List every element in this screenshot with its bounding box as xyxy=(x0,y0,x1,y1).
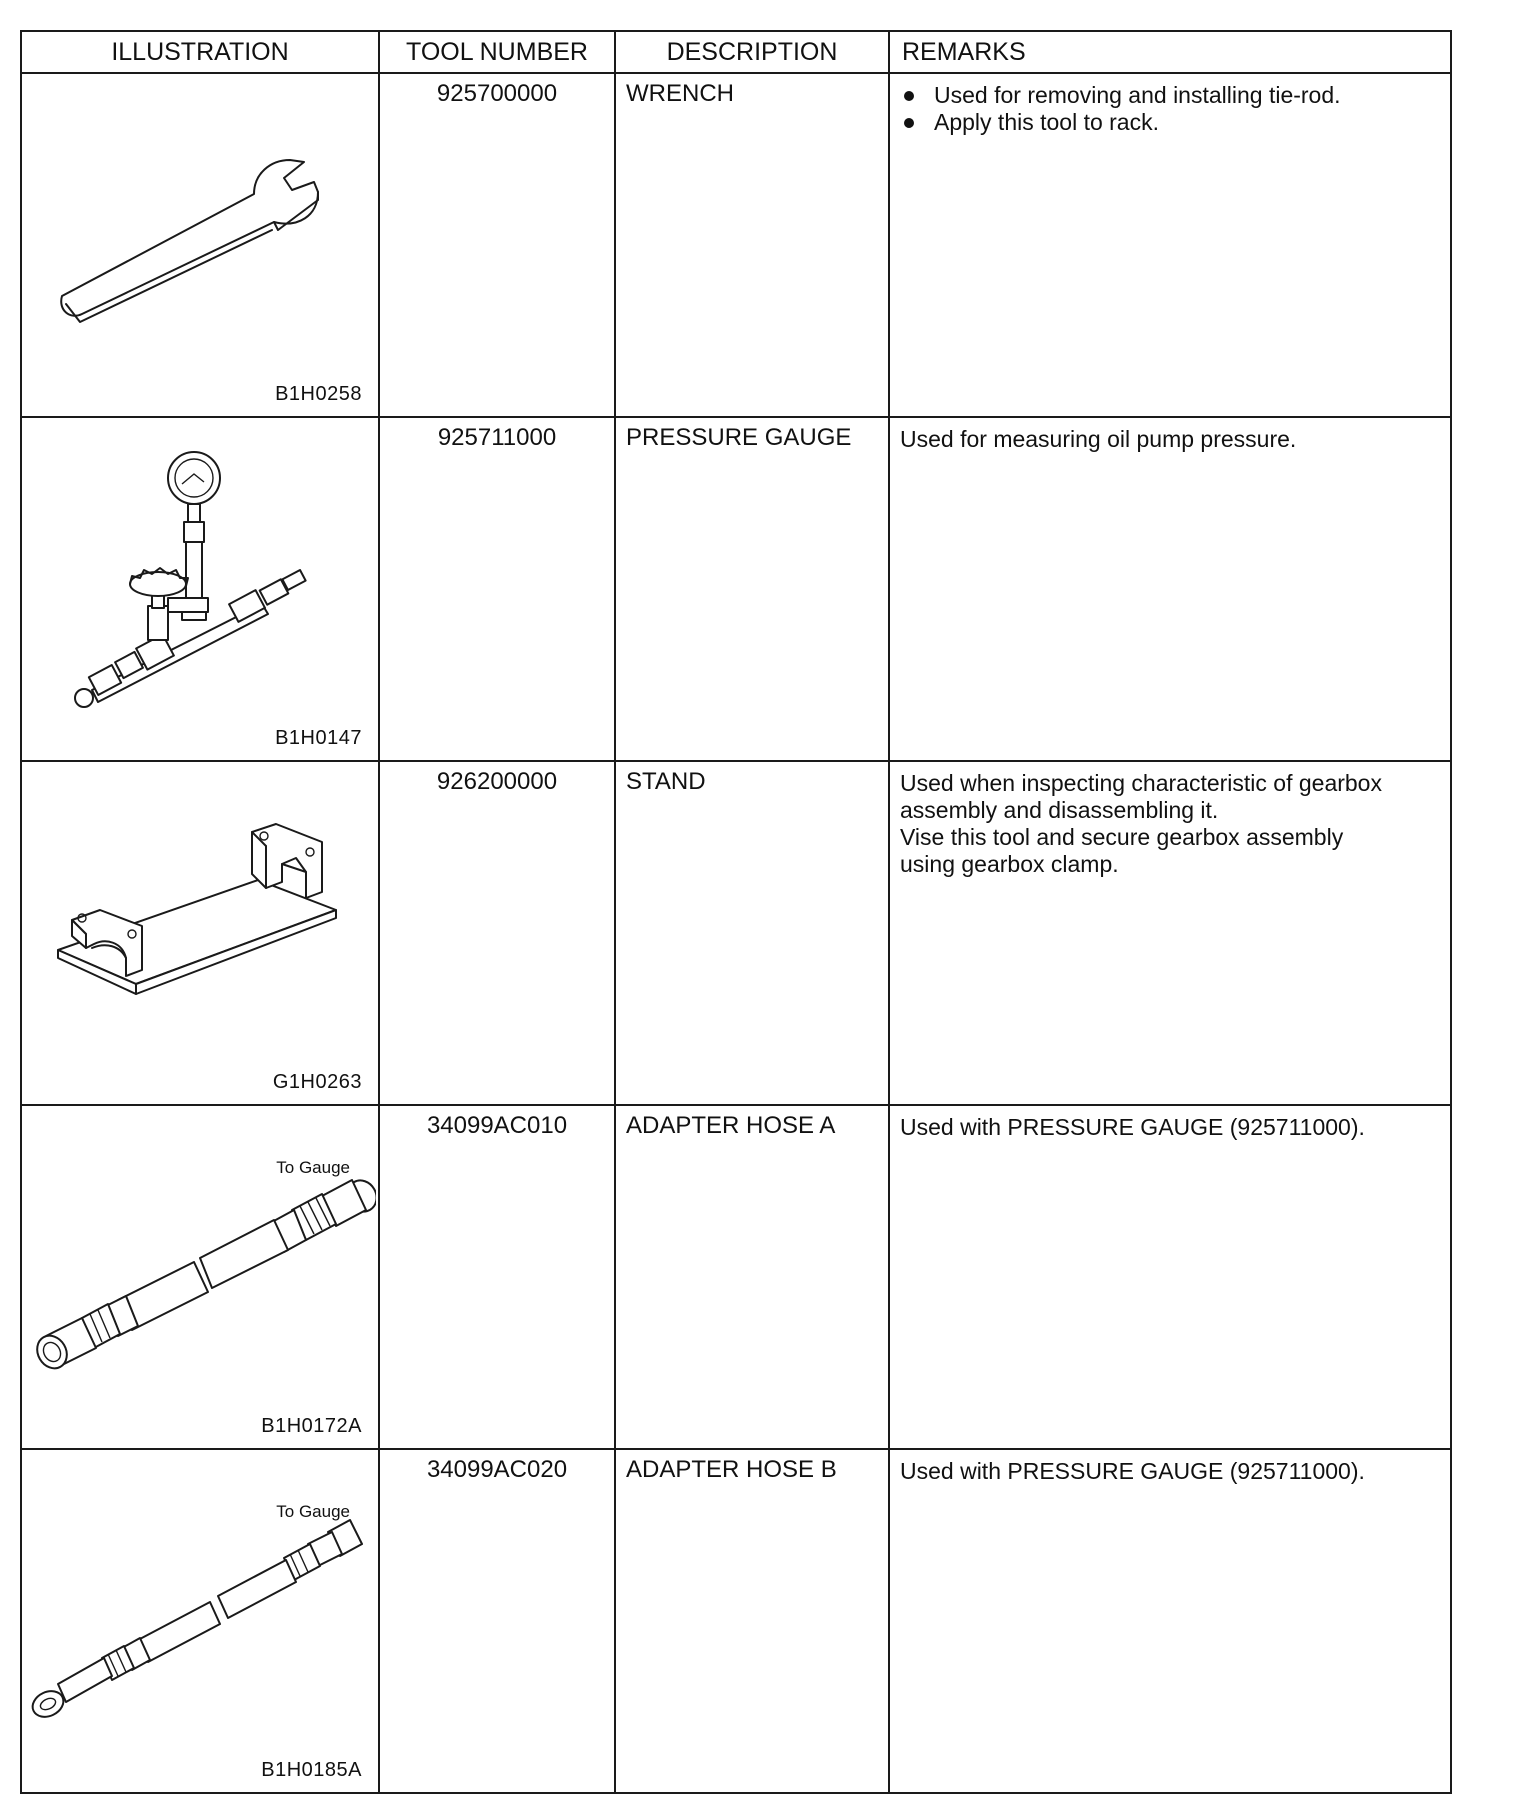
tool-remarks xyxy=(889,73,1451,417)
remark-line: Used when inspecting characteristic of gearbox xyxy=(900,770,1382,796)
header-tool-number: TOOL NUMBER xyxy=(379,31,615,73)
adapter-hose-a-icon xyxy=(22,1106,376,1440)
illustration-cell xyxy=(21,761,379,1105)
illustration-cell xyxy=(21,1105,379,1449)
table-row xyxy=(21,1105,1451,1449)
tool-number: 925711000 xyxy=(379,417,615,761)
remark-line: assembly and disassembling it. xyxy=(900,797,1219,823)
table-row xyxy=(21,761,1451,1105)
tool-description: STAND xyxy=(615,761,889,1105)
tool-number: 926200000 xyxy=(379,761,615,1105)
figure-code: B1H0258 xyxy=(275,383,362,405)
illustration-cell xyxy=(21,73,379,417)
figure-code: B1H0147 xyxy=(275,727,362,749)
remark-line: using gearbox clamp. xyxy=(900,851,1119,877)
header-illustration: ILLUSTRATION xyxy=(21,31,379,73)
header-remarks: REMARKS xyxy=(889,31,1451,73)
table-row xyxy=(21,417,1451,761)
tool-number: 925700000 xyxy=(379,73,615,417)
wrench-icon xyxy=(22,74,376,408)
remark-line: Used for measuring oil pump pressure. xyxy=(900,426,1297,452)
illustration-cell xyxy=(21,417,379,761)
special-tools-table xyxy=(20,30,1452,1794)
figure-code: B1H0185A xyxy=(261,1759,362,1781)
tool-description: WRENCH xyxy=(615,73,889,417)
table-row xyxy=(21,73,1451,417)
pressure-gauge-icon xyxy=(22,418,376,752)
to-gauge-label: To Gauge xyxy=(276,1158,350,1177)
figure-code: G1H0263 xyxy=(272,1071,362,1093)
adapter-hose-b-icon xyxy=(22,1450,376,1784)
header-description: DESCRIPTION xyxy=(615,31,889,73)
remark-line: Used with PRESSURE GAUGE (925711000). xyxy=(900,1114,1365,1140)
remark-item: Used for removing and installing tie-rod. xyxy=(900,82,1440,109)
remark-item: Apply this tool to rack. xyxy=(900,109,1440,136)
tool-number: 34099AC020 xyxy=(379,1449,615,1793)
to-gauge-label: To Gauge xyxy=(276,1502,350,1521)
tool-remarks xyxy=(889,1105,1451,1449)
table-row xyxy=(21,1449,1451,1793)
stand-icon xyxy=(22,762,376,1096)
figure-code: B1H0172A xyxy=(261,1415,362,1437)
tool-number: 34099AC010 xyxy=(379,1105,615,1449)
tool-remarks xyxy=(889,1449,1451,1793)
tool-remarks xyxy=(889,761,1451,1105)
remark-line: Used with PRESSURE GAUGE (925711000). xyxy=(900,1458,1365,1484)
remark-line: Vise this tool and secure gearbox assembly xyxy=(900,824,1344,850)
tool-description: ADAPTER HOSE B xyxy=(615,1449,889,1793)
table-header-row xyxy=(21,31,1451,73)
tool-remarks xyxy=(889,417,1451,761)
tool-description: PRESSURE GAUGE xyxy=(615,417,889,761)
tool-description: ADAPTER HOSE A xyxy=(615,1105,889,1449)
illustration-cell xyxy=(21,1449,379,1793)
